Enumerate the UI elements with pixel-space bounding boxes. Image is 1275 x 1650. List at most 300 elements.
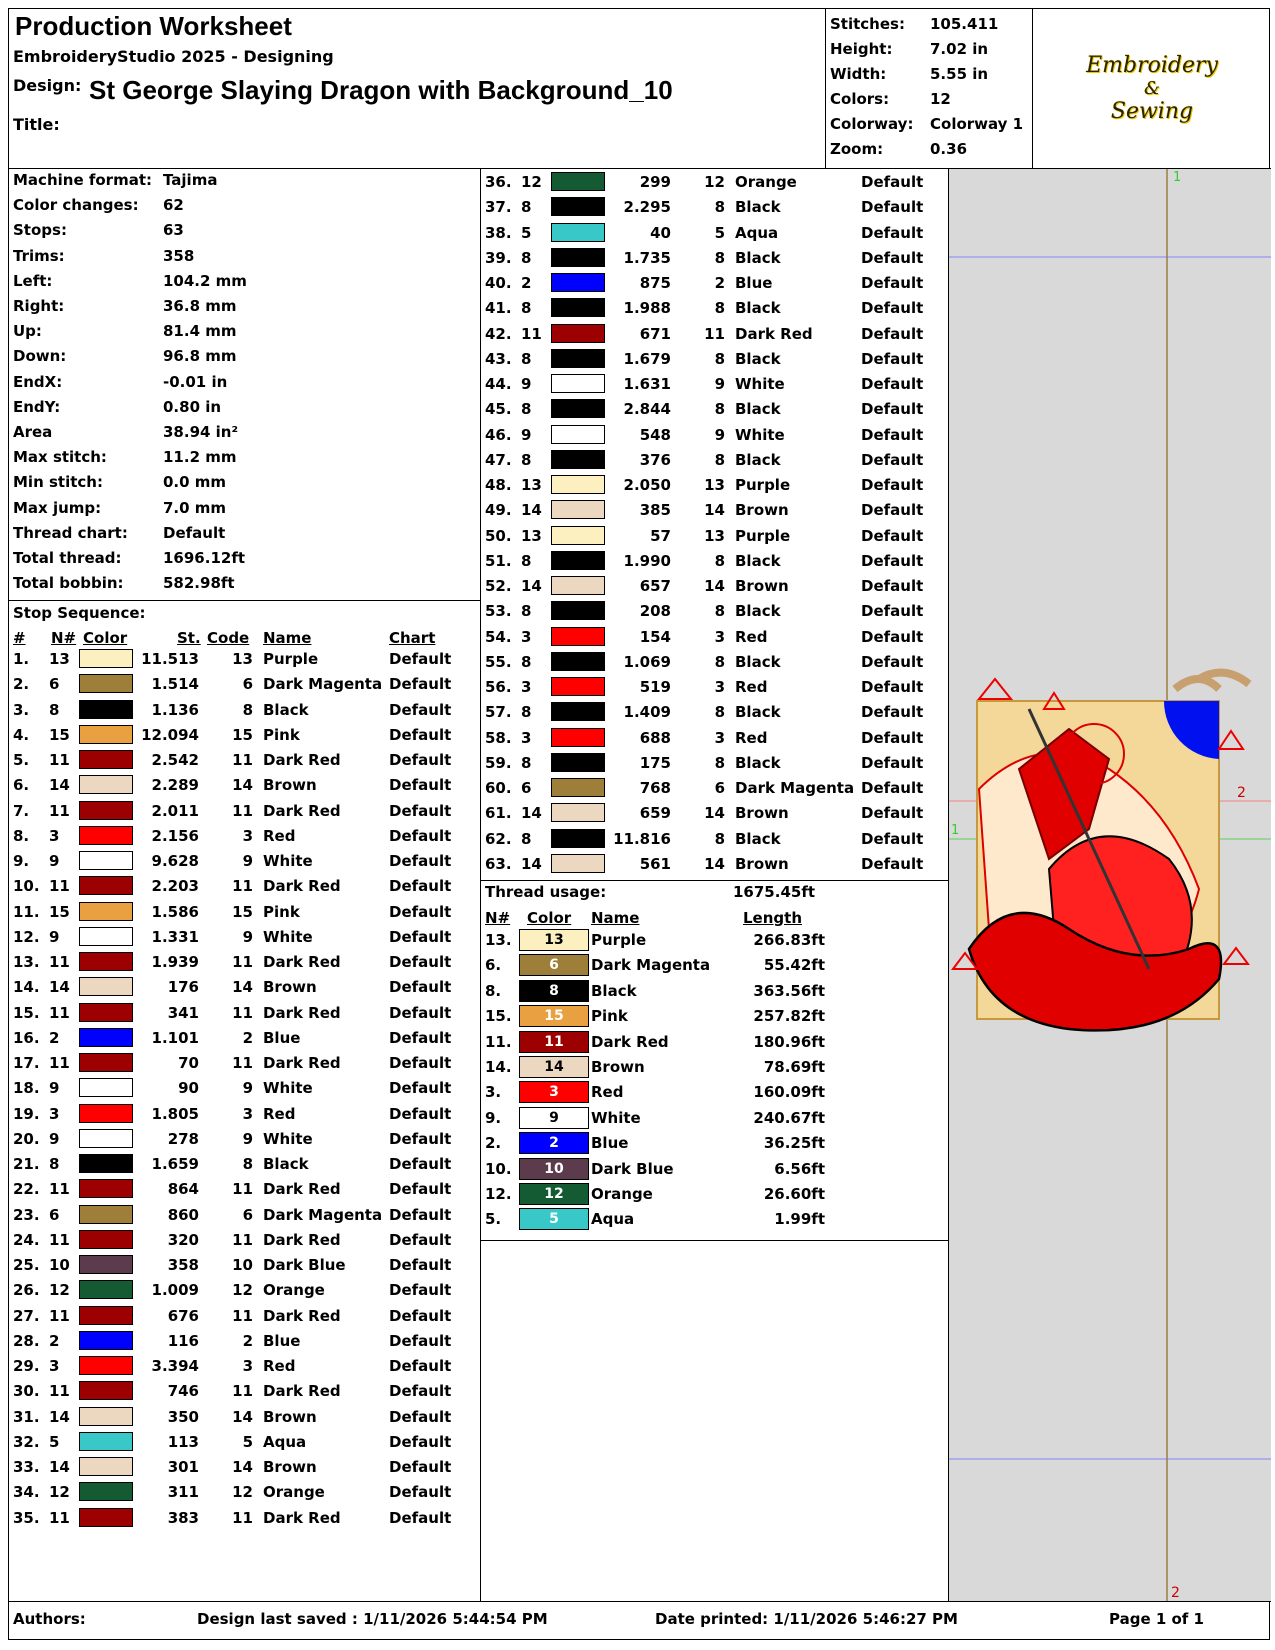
row-name: Dark Red — [263, 1508, 341, 1527]
row-chart: Default — [389, 1458, 452, 1476]
col-header-code: Code — [207, 629, 250, 647]
color-swatch — [79, 952, 133, 971]
row-chart: Default — [389, 978, 452, 997]
row-stitches: 864 — [167, 1180, 199, 1199]
usage-row — [481, 1029, 949, 1055]
row-number: 16. — [13, 1028, 40, 1047]
sequence-row — [481, 725, 953, 751]
row-stitches: 383 — [167, 1508, 199, 1527]
row-number: 43. — [485, 349, 512, 368]
row-needle: 3 — [521, 627, 532, 646]
row-needle: 8 — [521, 400, 532, 419]
row-needle: 2 — [49, 1331, 60, 1350]
row-code: 3 — [242, 1357, 253, 1375]
row-chart: Default — [861, 804, 924, 823]
row-name: Black — [735, 829, 781, 848]
color-swatch — [79, 1205, 133, 1224]
sequence-row — [9, 671, 481, 697]
sequence-row — [9, 1505, 481, 1531]
info-label: Color changes: — [13, 196, 139, 215]
usage-needle: 12. — [485, 1185, 512, 1203]
row-code: 8 — [714, 299, 725, 318]
sequence-row — [9, 1025, 481, 1051]
stop-sequence-title: Stop Sequence: — [13, 604, 146, 622]
usage-name: Blue — [591, 1134, 629, 1153]
row-stitches: 40 — [650, 223, 671, 242]
row-number: 11. — [13, 902, 40, 921]
info-label: EndY: — [13, 397, 61, 416]
row-needle: 10 — [49, 1256, 70, 1274]
usage-header-color: Color — [527, 909, 572, 927]
row-stitches: 2.542 — [151, 751, 199, 769]
sequence-row — [9, 1277, 481, 1303]
row-stitches: 320 — [167, 1230, 199, 1249]
usage-color-chip: 6 — [519, 954, 589, 976]
row-number: 28. — [13, 1331, 40, 1350]
row-stitches: 175 — [639, 753, 671, 772]
row-name: Brown — [263, 1458, 317, 1476]
row-needle: 3 — [49, 826, 60, 845]
row-number: 30. — [13, 1382, 40, 1401]
sequence-row — [481, 321, 953, 347]
row-number: 34. — [13, 1483, 40, 1502]
usage-row — [481, 1105, 949, 1131]
row-needle: 11 — [49, 1180, 70, 1199]
usage-length: 160.09ft — [753, 1083, 825, 1102]
row-name: Brown — [263, 978, 317, 997]
row-number: 26. — [13, 1281, 40, 1300]
row-stitches: 548 — [639, 425, 671, 444]
row-chart: Default — [389, 1281, 452, 1300]
usage-name: Red — [591, 1083, 624, 1102]
sequence-row — [481, 346, 953, 372]
row-stitches: 299 — [639, 173, 671, 191]
row-stitches: 9.628 — [151, 852, 199, 870]
row-code: 15 — [232, 902, 253, 921]
info-label: Trims: — [13, 246, 65, 265]
sequence-row — [481, 295, 953, 321]
sequence-row — [481, 775, 953, 801]
row-needle: 6 — [49, 675, 60, 694]
row-name: Brown — [735, 577, 789, 595]
row-stitches: 3.394 — [151, 1357, 199, 1375]
stat-label: Width: — [830, 65, 887, 83]
usage-row — [481, 1181, 949, 1207]
row-name: Black — [735, 400, 781, 419]
usage-row — [481, 1130, 949, 1156]
usage-header-length: Length — [743, 909, 802, 927]
row-code: 8 — [714, 450, 725, 469]
row-number: 61. — [485, 804, 512, 823]
row-code: 3 — [714, 728, 725, 747]
color-swatch — [551, 576, 605, 595]
row-number: 52. — [485, 577, 512, 595]
info-value: 358 — [163, 246, 195, 265]
info-value: 582.98ft — [163, 574, 235, 593]
row-name: Black — [735, 652, 781, 671]
row-stitches: 350 — [167, 1407, 199, 1426]
row-needle: 14 — [49, 776, 70, 795]
row-chart: Default — [861, 400, 924, 419]
row-needle: 8 — [521, 829, 532, 848]
row-code: 9 — [242, 927, 253, 946]
color-swatch — [551, 627, 605, 646]
row-name: Dark Red — [263, 1180, 341, 1199]
row-number: 24. — [13, 1230, 40, 1249]
row-chart: Default — [861, 703, 924, 722]
row-chart: Default — [389, 1180, 452, 1199]
color-swatch — [79, 1508, 133, 1527]
color-swatch — [79, 1154, 133, 1173]
row-code: 11 — [232, 1230, 253, 1249]
row-name: Dark Red — [735, 324, 813, 343]
info-value: 96.8 mm — [163, 347, 237, 366]
sequence-row — [481, 800, 953, 826]
row-code: 13 — [704, 476, 725, 494]
row-chart: Default — [389, 852, 452, 870]
row-number: 4. — [13, 725, 30, 744]
sequence-row — [9, 1176, 481, 1202]
row-chart: Default — [861, 829, 924, 848]
row-stitches: 116 — [167, 1331, 199, 1350]
usage-row — [481, 1156, 949, 1182]
row-name: Brown — [735, 501, 789, 520]
row-number: 49. — [485, 501, 512, 520]
row-number: 3. — [13, 700, 30, 719]
usage-length: 1.99ft — [774, 1210, 825, 1229]
guide-marker-right: 2 — [1237, 785, 1246, 801]
color-swatch — [551, 854, 605, 873]
row-needle: 8 — [521, 198, 532, 217]
row-needle: 8 — [521, 703, 532, 722]
row-code: 11 — [232, 1180, 253, 1199]
row-code: 11 — [232, 953, 253, 971]
usage-needle: 14. — [485, 1058, 512, 1076]
row-stitches: 358 — [167, 1256, 199, 1274]
sequence-row — [9, 1404, 481, 1430]
row-chart: Default — [861, 678, 924, 696]
row-name: Dark Red — [263, 1230, 341, 1249]
row-number: 20. — [13, 1129, 40, 1148]
row-chart: Default — [389, 1331, 452, 1350]
row-code: 11 — [704, 324, 725, 343]
row-needle: 11 — [49, 1230, 70, 1249]
color-swatch — [79, 1003, 133, 1022]
usage-needle: 6. — [485, 956, 502, 975]
row-stitches: 301 — [167, 1458, 199, 1476]
row-stitches: 11.816 — [613, 829, 671, 848]
row-stitches: 1.101 — [151, 1028, 199, 1047]
sequence-row — [9, 823, 481, 849]
sequence-row — [481, 573, 953, 599]
stop-sequence-continued — [481, 169, 949, 881]
info-label: EndX: — [13, 372, 63, 391]
color-swatch — [79, 1053, 133, 1072]
row-name: Black — [735, 703, 781, 722]
row-code: 3 — [242, 1104, 253, 1123]
row-stitches: 1.136 — [151, 700, 199, 719]
row-stitches: 12.094 — [141, 725, 199, 744]
row-number: 22. — [13, 1180, 40, 1199]
row-stitches: 688 — [639, 728, 671, 747]
color-swatch — [551, 475, 605, 494]
row-code: 8 — [714, 602, 725, 621]
info-label: Max stitch: — [13, 448, 107, 467]
color-swatch — [79, 700, 133, 719]
color-swatch — [551, 399, 605, 418]
sequence-row — [9, 1050, 481, 1076]
color-swatch — [79, 674, 133, 693]
row-number: 51. — [485, 551, 512, 570]
row-code: 6 — [242, 675, 253, 694]
row-stitches: 2.844 — [623, 400, 671, 419]
row-needle: 8 — [521, 450, 532, 469]
row-name: Dark Red — [263, 1003, 341, 1022]
row-code: 13 — [232, 650, 253, 668]
sequence-row — [481, 548, 953, 574]
sequence-row — [481, 523, 953, 549]
row-number: 55. — [485, 652, 512, 671]
row-chart: Default — [389, 1155, 452, 1173]
row-name: Brown — [263, 1407, 317, 1426]
row-name: White — [735, 425, 785, 444]
stat-label: Stitches: — [830, 15, 905, 33]
row-name: Red — [263, 1104, 296, 1123]
info-label: Thread chart: — [13, 523, 128, 542]
row-number: 8. — [13, 826, 30, 845]
info-value: 38.94 in² — [163, 423, 239, 441]
row-name: Black — [735, 349, 781, 368]
row-code: 14 — [704, 854, 725, 873]
info-label: Up: — [13, 322, 42, 341]
row-stitches: 176 — [167, 978, 199, 997]
row-chart: Default — [389, 1407, 452, 1426]
color-swatch — [79, 1432, 133, 1451]
row-stitches: 113 — [167, 1432, 199, 1451]
row-number: 1. — [13, 650, 30, 668]
usage-color-chip: 5 — [519, 1208, 589, 1230]
row-number: 54. — [485, 627, 512, 646]
row-needle: 14 — [521, 854, 542, 873]
row-stitches: 278 — [167, 1129, 199, 1148]
row-number: 60. — [485, 779, 512, 797]
row-code: 14 — [704, 804, 725, 823]
row-code: 14 — [704, 577, 725, 595]
row-number: 41. — [485, 299, 512, 318]
row-code: 2 — [242, 1331, 253, 1350]
row-number: 40. — [485, 274, 512, 292]
row-name: Orange — [263, 1483, 325, 1502]
color-swatch — [79, 876, 133, 895]
sequence-row — [9, 1328, 481, 1354]
row-stitches: 659 — [639, 804, 671, 823]
row-name: Black — [735, 198, 781, 217]
row-name: Dark Red — [263, 1054, 341, 1072]
row-needle: 2 — [521, 274, 532, 292]
row-code: 8 — [714, 198, 725, 217]
color-swatch — [551, 197, 605, 216]
sequence-row — [9, 1101, 481, 1127]
color-swatch — [551, 500, 605, 519]
row-number: 5. — [13, 751, 30, 769]
row-stitches: 154 — [639, 627, 671, 646]
row-needle: 11 — [49, 1508, 70, 1527]
color-swatch — [79, 1129, 133, 1148]
usage-name: White — [591, 1108, 641, 1127]
row-number: 48. — [485, 476, 512, 494]
row-needle: 9 — [49, 852, 60, 870]
row-number: 14. — [13, 978, 40, 997]
info-label: Right: — [13, 297, 65, 315]
row-chart: Default — [861, 450, 924, 469]
usage-name: Brown — [591, 1058, 645, 1076]
color-swatch — [551, 728, 605, 747]
row-needle: 14 — [521, 577, 542, 595]
row-chart: Default — [389, 826, 452, 845]
row-stitches: 2.295 — [623, 198, 671, 217]
row-needle: 11 — [49, 751, 70, 769]
row-name: Orange — [735, 173, 797, 191]
row-number: 36. — [485, 173, 512, 191]
row-name: Black — [735, 551, 781, 570]
row-name: Red — [263, 826, 296, 845]
color-swatch — [551, 803, 605, 822]
row-stitches: 860 — [167, 1205, 199, 1224]
sequence-row — [481, 169, 953, 195]
row-code: 12 — [704, 173, 725, 191]
row-code: 8 — [714, 829, 725, 848]
row-chart: Default — [861, 526, 924, 545]
row-chart: Default — [389, 725, 452, 744]
row-stitches: 676 — [167, 1306, 199, 1325]
row-stitches: 376 — [639, 450, 671, 469]
row-needle: 8 — [521, 602, 532, 621]
usage-needle: 5. — [485, 1210, 502, 1229]
row-chart: Default — [389, 1129, 452, 1148]
row-chart: Default — [389, 927, 452, 946]
page-title: Production Worksheet — [15, 11, 292, 41]
usage-color-chip: 10 — [519, 1158, 589, 1180]
row-stitches: 1.069 — [623, 652, 671, 671]
row-stitches: 385 — [639, 501, 671, 520]
row-needle: 11 — [49, 877, 70, 896]
row-chart: Default — [861, 349, 924, 368]
row-chart: Default — [389, 953, 452, 971]
row-code: 11 — [232, 801, 253, 820]
design-stats — [825, 9, 1033, 169]
sequence-row — [9, 1151, 481, 1177]
usage-length: 36.25ft — [763, 1134, 825, 1153]
color-swatch — [79, 902, 133, 921]
color-swatch — [551, 374, 605, 393]
stat-value: 105.411 — [930, 15, 999, 33]
row-needle: 13 — [49, 650, 70, 668]
row-number: 9. — [13, 852, 30, 870]
row-code: 11 — [232, 1508, 253, 1527]
stat-label: Zoom: — [830, 140, 884, 158]
row-code: 8 — [714, 349, 725, 368]
sequence-row — [9, 974, 481, 1000]
usage-name: Aqua — [591, 1210, 635, 1229]
info-value: 1696.12ft — [163, 549, 246, 567]
info-value: -0.01 in — [163, 372, 228, 391]
stat-label: Height: — [830, 40, 893, 58]
sequence-row — [481, 674, 953, 700]
row-name: White — [263, 1079, 313, 1098]
row-needle: 11 — [49, 953, 70, 971]
usage-name: Dark Magenta — [591, 956, 711, 975]
row-number: 56. — [485, 678, 512, 696]
row-number: 63. — [485, 854, 512, 873]
footer-last-saved: Design last saved : 1/11/2026 5:44:54 PM — [197, 1610, 548, 1628]
info-value: 81.4 mm — [163, 322, 237, 341]
sequence-row — [481, 220, 953, 246]
stop-sequence — [9, 601, 481, 1601]
row-name: White — [263, 1129, 313, 1148]
usage-header-name: Name — [591, 909, 640, 927]
usage-length: 180.96ft — [753, 1032, 825, 1051]
row-name: White — [263, 852, 313, 870]
usage-needle: 9. — [485, 1108, 502, 1127]
row-stitches: 1.331 — [151, 927, 199, 946]
usage-needle: 10. — [485, 1159, 512, 1178]
row-stitches: 1.631 — [623, 375, 671, 393]
color-swatch — [551, 829, 605, 848]
color-swatch — [79, 649, 133, 668]
usage-name: Orange — [591, 1185, 653, 1203]
row-code: 14 — [232, 1407, 253, 1426]
row-name: Dark Red — [263, 751, 341, 769]
info-value: 7.0 mm — [163, 498, 227, 517]
row-chart: Default — [861, 173, 924, 191]
row-name: Black — [735, 450, 781, 469]
row-needle: 13 — [521, 526, 542, 545]
sequence-row — [9, 899, 481, 925]
color-swatch — [79, 1381, 133, 1400]
row-code: 11 — [232, 1003, 253, 1022]
logo — [1033, 9, 1271, 169]
row-number: 18. — [13, 1079, 40, 1098]
sequence-row — [9, 772, 481, 798]
row-needle: 11 — [521, 324, 542, 343]
sequence-row — [481, 699, 953, 725]
row-name: White — [263, 927, 313, 946]
info-label: Max jump: — [13, 498, 102, 517]
row-name: Dark Red — [263, 877, 341, 896]
row-stitches: 208 — [639, 602, 671, 621]
row-code: 9 — [714, 375, 725, 393]
usage-needle: 13. — [485, 931, 512, 949]
row-number: 42. — [485, 324, 512, 343]
row-number: 31. — [13, 1407, 40, 1426]
footer — [9, 1601, 1271, 1641]
row-chart: Default — [389, 1230, 452, 1249]
row-needle: 14 — [49, 1407, 70, 1426]
sequence-row — [481, 270, 953, 296]
usage-color-chip: 8 — [519, 980, 589, 1002]
row-chart: Default — [389, 1357, 452, 1375]
row-name: Orange — [263, 1281, 325, 1300]
info-label: Area — [13, 423, 53, 441]
row-needle: 11 — [49, 1054, 70, 1072]
row-number: 44. — [485, 375, 512, 393]
row-number: 45. — [485, 400, 512, 419]
color-swatch — [551, 273, 605, 292]
row-number: 57. — [485, 703, 512, 722]
sequence-row — [481, 194, 953, 220]
row-chart: Default — [861, 274, 924, 292]
stat-value: 12 — [930, 90, 951, 108]
